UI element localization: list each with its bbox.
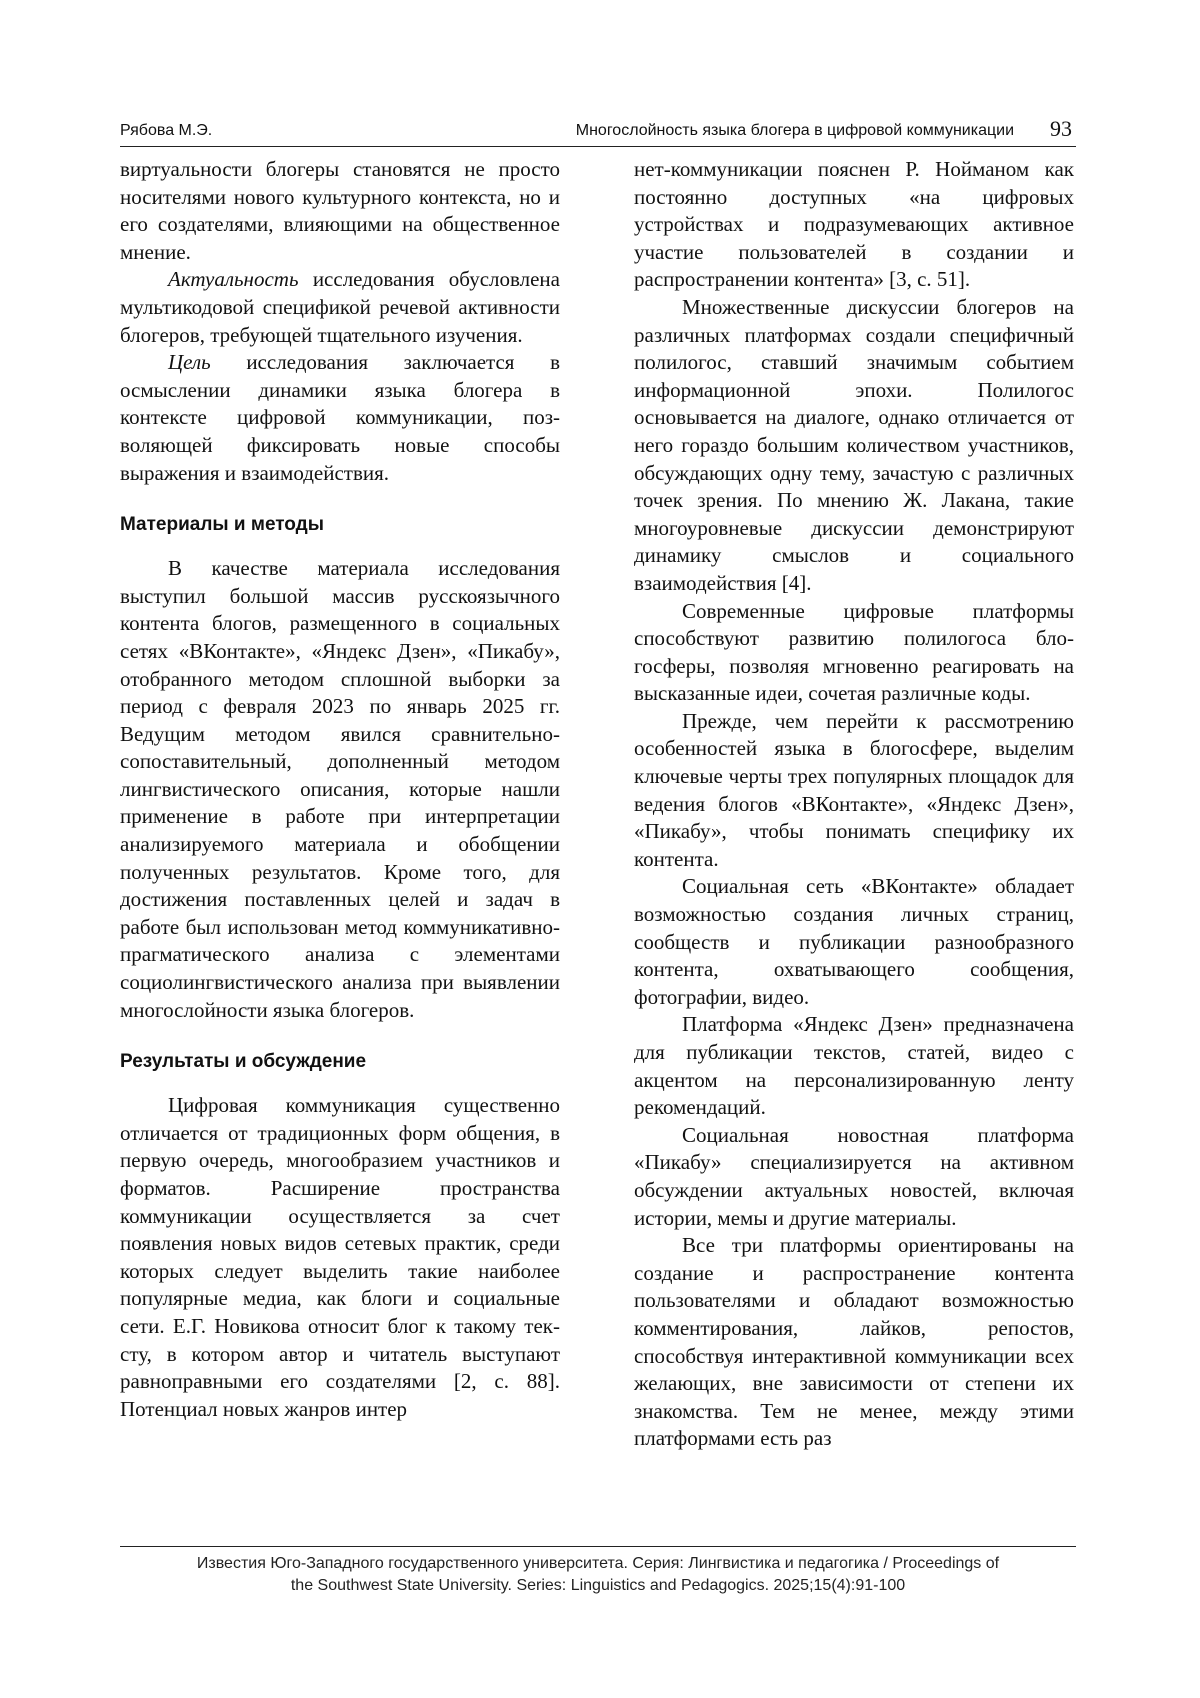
paragraph: Прежде, чем перейти к рассмотрению особенностей языка в блогосфере, выделим ключевые черты трех популярных площадок для ведения блогов «ВКонтакте», «Яндекс Дзен», «Пикабу», чтобы понимать специфику их контента.: [634, 708, 1074, 871]
left-column: [120, 156, 560, 1423]
paragraph: Цифровая коммуникация существенно отличается от традиционных форм общения, в первую очередь, многообразием участников и форматов. Расширение пространства коммуникации осуществляется за счет появления новых видов сетевых практик, среди которых следует выделить такие наиболее популярные медиа, как блоги и социальные сети. Е.Г. Новикова относит блог к такому тексту, в котором автор и читатель выступают равноправными его создателями [2, с. 88]. Потенциал новых жанров интер: [120, 1093, 560, 1421]
running-header: [120, 116, 1076, 147]
footer-line: Известия Юго-Западного государственного университета. Серия: Лингвистика и педагогика / Proceedings of: [196, 1555, 1000, 1572]
paragraph-text: исследования заключается в осмыслении динамики языка блогера в контексте цифровой коммуникации, позволяющей фиксировать новые способы выражения и взаимодействия.: [120, 350, 560, 485]
section-heading-results: Результаты и обсуждение: [120, 1051, 367, 1073]
paragraph: виртуальности блогеры становятся не просто носителями нового культурного контекста, но и его создателями, влияющими на общественное мнение.: [120, 157, 560, 264]
section-heading-materials: Материалы и методы: [120, 514, 324, 536]
paragraph: Современные цифровые платформы способствуют развитию полилогоса блогосферы, позволяя мгновенно реагировать на высказанные идеи, сочетая различные коды.: [634, 598, 1074, 706]
footer-divider: [120, 1546, 1076, 1547]
paragraph: Социальная сеть «ВКонтакте» обладает возможностью создания личных страниц, сообществ и публикации разнообразного контента, охватывающего сообщения, фотографии, видео.: [634, 874, 1074, 1009]
header-running-title: Многослойность языка блогера в цифровой коммуникации: [575, 122, 1014, 139]
paragraph: Все три платформы ориентированы на создание и распространение контента пользователями и обладают возможностью комментирования, лайков, репостов, способствуя интерактивной коммуникации всех желающих, вне зависимости от степени их знакомства. Тем не менее, между этими платформами есть раз: [634, 1233, 1074, 1451]
paragraph: Социальная новостная платформа «Пикабу» специализируется на активном обсуждении актуальных новостей, включая истории, мемы и другие материалы.: [634, 1122, 1074, 1230]
footer-line: the Southwest State University. Series: Linguistics and Pedagogics. 2025;15(4):91-100: [290, 1577, 906, 1594]
right-column: [634, 156, 1074, 1453]
italic-term: Актуальность: [168, 267, 299, 292]
paragraph-text: исследования обусловлена мультикодовой спецификой речевой активности блогеров, требующей тщательного изучения.: [120, 267, 560, 347]
page-number: 93: [1050, 116, 1072, 141]
paragraph: В качестве материала исследования выступил большой массив русскоязычного контента блогов, размещенного в социальных сетях «ВКонтакте», «Яндекс Дзен», «Пикабу», отобранного методом сплошной выборки за период с февраля 2023 по январь 2025 гг. Ведущим методом явился сравнительно-сопоставительный, дополненный методом лингвистического описания, которые нашли применение в работе при интерпретации анализируемого материала и обобщении полученных результатов. Кроме того, для достижения поставленных целей и задач в работе был использован метод коммуникативно-прагматического анализа с элементами социолингвистического анализа при выявлении многослойности языка блогеров.: [120, 556, 560, 1022]
paragraph: нет-коммуникации пояснен Р. Нойманом как постоянно доступных «на цифровых устройствах и подразумевающих активное участие пользователей в создании и распространении контента» [3, с. 51].: [634, 157, 1074, 292]
paragraph: Платформа «Яндекс Дзен» предназначена для публикации текстов, статей, видео с акцентом на персонализированную ленту рекомендаций.: [634, 1012, 1074, 1120]
header-author: Рябова М.Э.: [120, 122, 213, 139]
paragraph: [120, 349, 560, 487]
paragraph: [120, 266, 560, 349]
italic-term: Цель: [168, 350, 211, 375]
paragraph: Множественные дискуссии блогеров на различных платформах создали специфичный полилогос, ставший значимым событием информационной эпохи. Полилогос основывается на диалоге, однако отличается от него гораздо большим количеством участников, обсуждающих одну тему, зачастую с различных точек зрения. По мнению Ж. Лакана, такие многоуровневые дискуссии демонстрируют динамику смыслов и социального взаимодействия [4].: [634, 294, 1074, 595]
journal-footer: [120, 1553, 1076, 1597]
